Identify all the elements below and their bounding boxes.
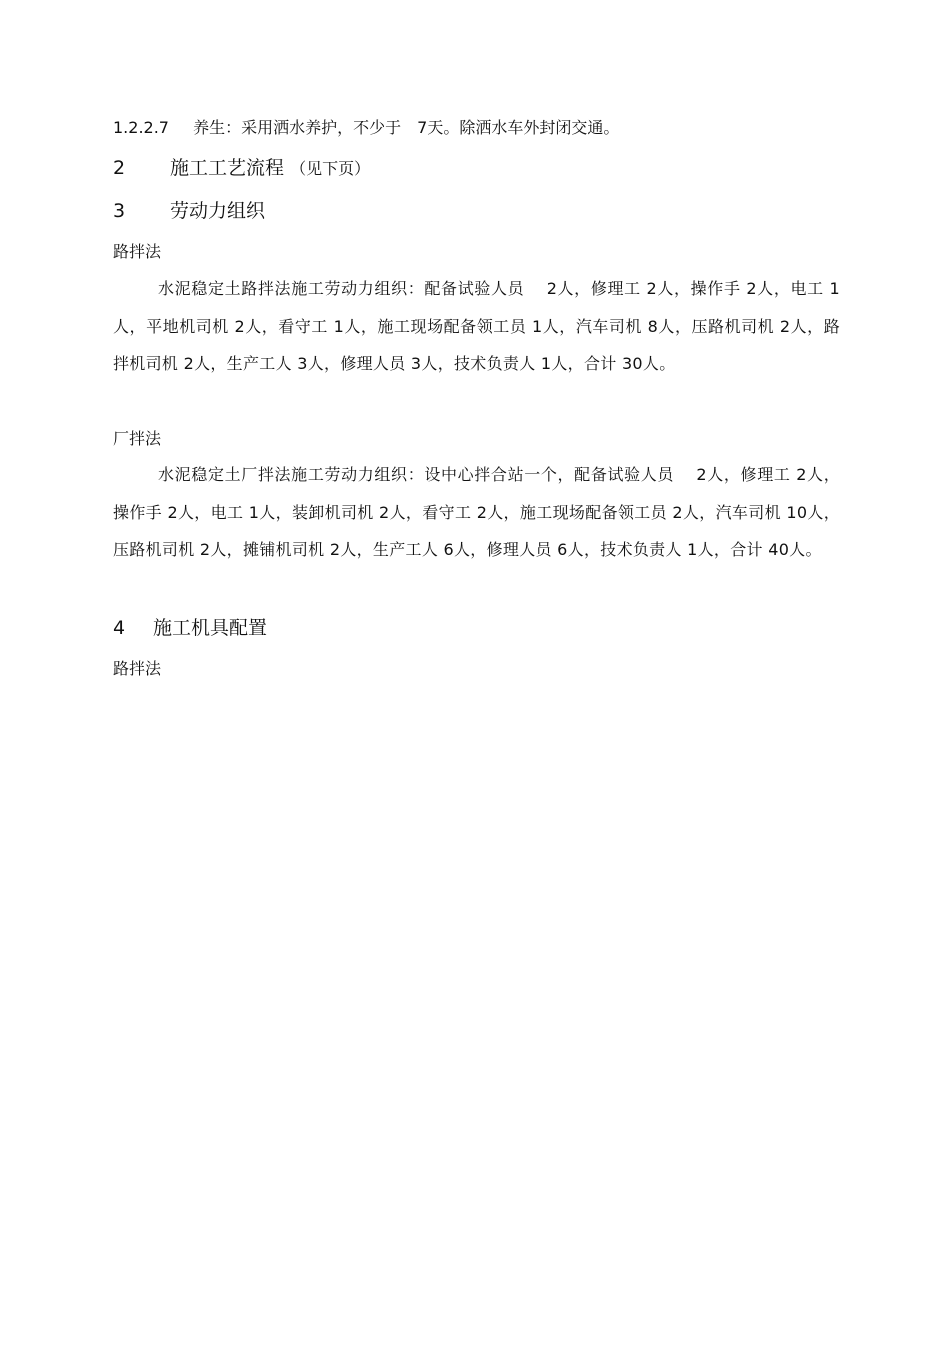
section-title: 劳动力组织	[170, 200, 266, 222]
section-number: 4	[113, 617, 126, 639]
road-mix-paragraph: 水泥稳定土路拌法施工劳动力组织：配备试验人员 2人，修理工 2人，操作手 2人，电工 1人，平地机司机 2人，看守工 1人，施工现场配备领工员 1人，汽车司机 8人，压路机司机 2人，路拌机司机 2人，生产工人 3人，修理人员 3人，技术负责人 1人，合计 30人。	[113, 279, 840, 373]
plant-mix-paragraph: 水泥稳定土厂拌法施工劳动力组织：设中心拌合站一个，配备试验人员 2人，修理工 2人，操作手 2人，电工 1人，装卸机司机 2人，看守工 2人，施工现场配备领工员 2人，汽车司机 10人，压路机司机 2人，摊铺机司机 2人，生产工人 6人，修理人员 6人，技术负责人 1人，合计 40人。	[113, 465, 840, 559]
section-note: （见下页）	[290, 159, 371, 178]
section-title: 施工机具配置	[153, 617, 268, 639]
section-4-heading	[113, 616, 840, 640]
item-text: 养生：采用洒水养护，不少于 7天。除洒水车外封闭交通。	[193, 118, 620, 137]
item-number: 1.2.2.7	[113, 118, 169, 137]
plant-mix-label: 厂拌法	[113, 429, 162, 448]
section-3-heading	[113, 199, 840, 223]
road-mix-label-2: 路拌法	[113, 659, 162, 678]
section-2-heading	[113, 156, 840, 181]
section-number: 2	[113, 157, 126, 179]
section-number: 3	[113, 200, 126, 222]
item-1-2-2-7	[113, 118, 840, 138]
road-mix-label: 路拌法	[113, 242, 162, 261]
section-title: 施工工艺流程	[170, 157, 285, 179]
